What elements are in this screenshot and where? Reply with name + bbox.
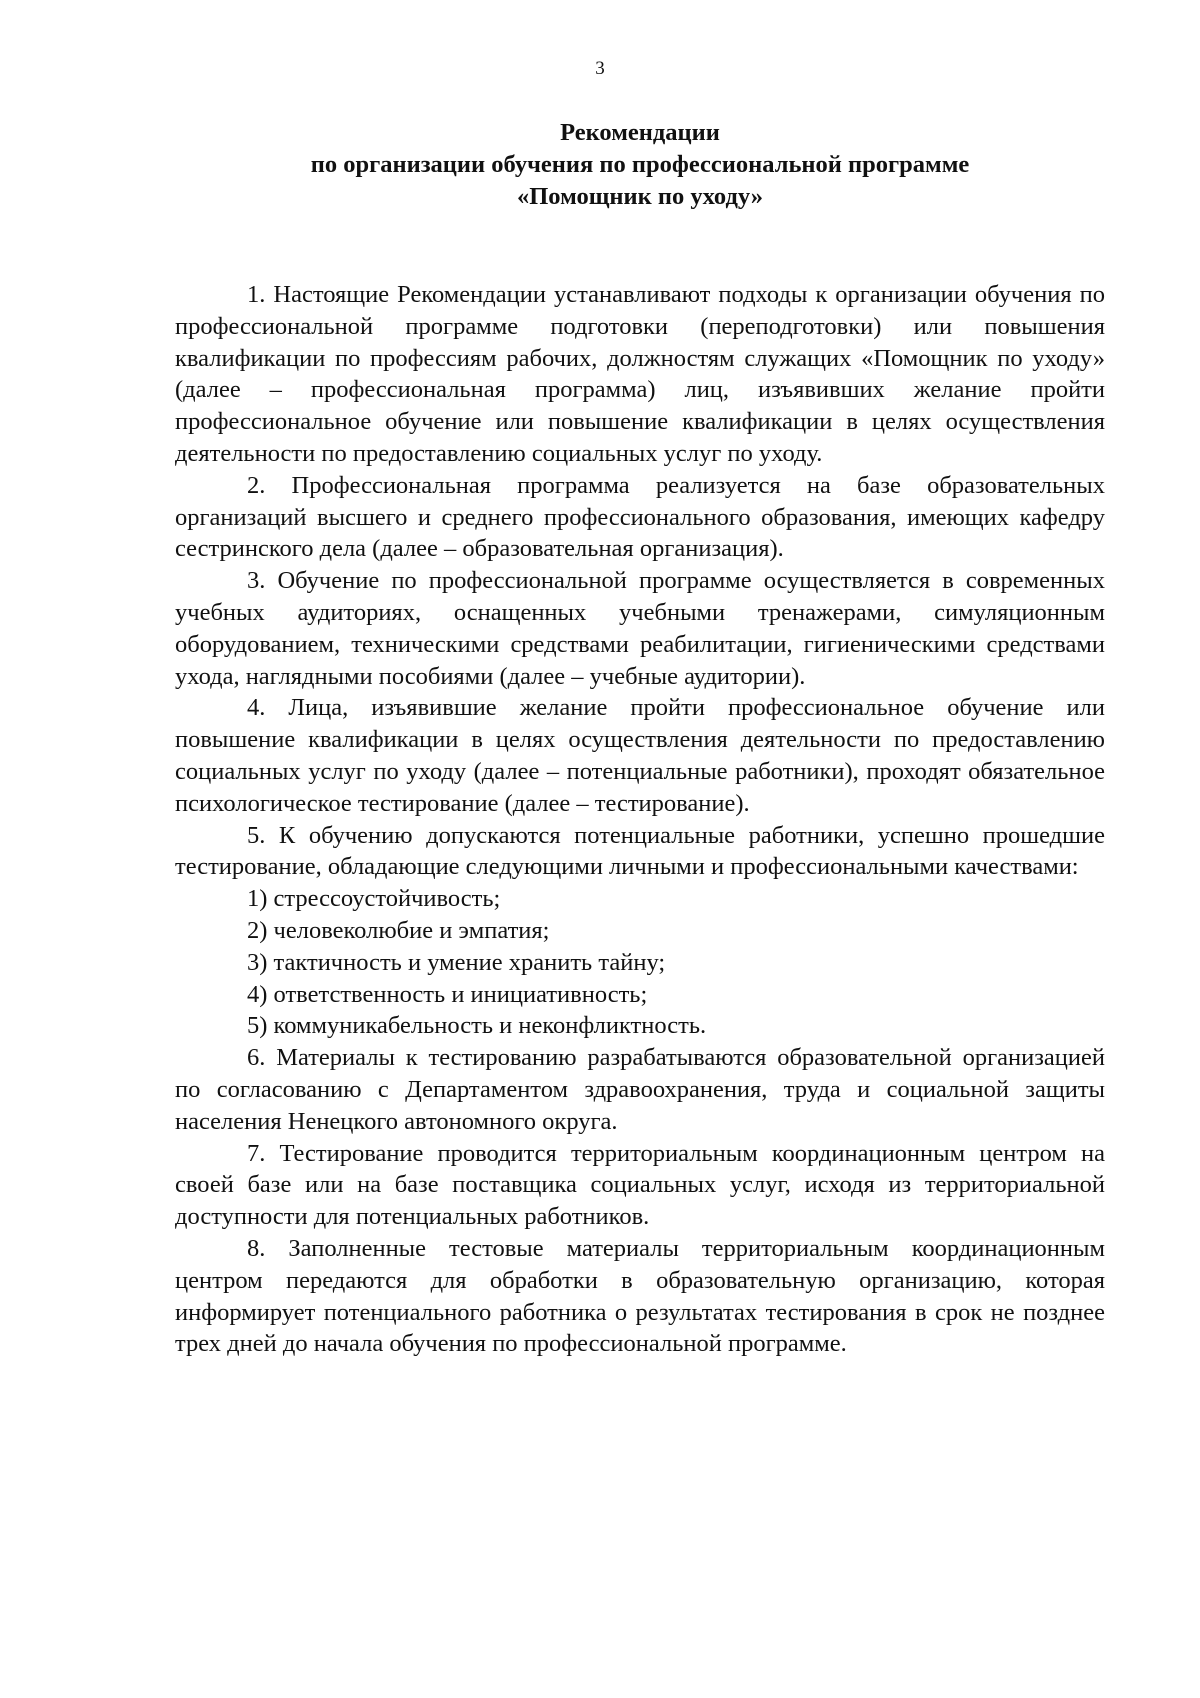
- list-item: 5) коммуникабельность и неконфликтность.: [247, 1012, 707, 1040]
- title-line-3: «Помощник по уходу»: [517, 183, 763, 210]
- list-item: 4) ответственность и инициативность;: [247, 980, 648, 1008]
- document-body: [175, 279, 1105, 1360]
- paragraph-2: 2. Профессиональная программа реализуется на базе образовательных организаций высшего и среднего профессионального образования, имеющих кафедру сестринского дела (далее – образовательная организация).: [175, 471, 1105, 563]
- list-item: 1) стрессоустойчивость;: [247, 885, 501, 913]
- page-number: 3: [595, 58, 605, 79]
- paragraph-5: 5. К обучению допускаются потенциальные работники, успешно прошедшие тестирование, обладающие следующими личными и профессиональными качествами:: [175, 821, 1105, 881]
- paragraph-4: 4. Лица, изъявившие желание пройти профессиональное обучение или повышение квалификации в целях осуществления деятельности по предоставлению социальных услуг по уходу (далее – потенциальные работники), проходят обязательное психологическое тестирование (далее – тестирование).: [175, 694, 1105, 817]
- list-item: 3) тактичность и умение хранить тайну;: [247, 948, 666, 976]
- paragraph-7: 7. Тестирование проводится территориальным координационным центром на своей базе или на базе поставщика социальных услуг, исходя из территориальной доступности для потенциальных работников.: [175, 1139, 1105, 1231]
- list-item: 2) человеколюбие и эмпатия;: [247, 916, 550, 944]
- paragraph-6: 6. Материалы к тестированию разрабатываются образовательной организацией по согласованию с Департаментом здравоохранения, труда и социальной защиты населения Ненецкого автономного округа.: [175, 1044, 1105, 1135]
- paragraph-8: 8. Заполненные тестовые материалы территориальным координационным центром передаются для обработки в образовательную организацию, которая информирует потенциального работника о результатах тестирования в срок не позднее трех дней до начала обучения по профессиональной программе.: [175, 1234, 1105, 1358]
- document-title: [175, 117, 1105, 213]
- title-line-1: Рекомендации: [560, 119, 720, 146]
- paragraph-3: 3. Обучение по профессиональной программе осуществляется в современных учебных аудиториях, оснащенных учебными тренажерами, симуляционным оборудованием, техническими средствами реабилитации, гигиеническими средствами ухода, наглядными пособиями (далее – учебные аудитории).: [175, 567, 1105, 690]
- paragraph-1: 1. Настоящие Рекомендации устанавливают подходы к организации обучения по профессиональной программе подготовки (переподготовки) или повышения квалификации по профессиям рабочих, должностям служащих «Помощник по уходу» (далее – профессиональная программа) лиц, изъявивших желание пройти профессиональное обучение или повышение квалификации в целях осуществления деятельности по предоставлению социальных услуг по уходу.: [175, 281, 1105, 467]
- title-line-2: по организации обучения по профессиональной программе: [310, 151, 970, 178]
